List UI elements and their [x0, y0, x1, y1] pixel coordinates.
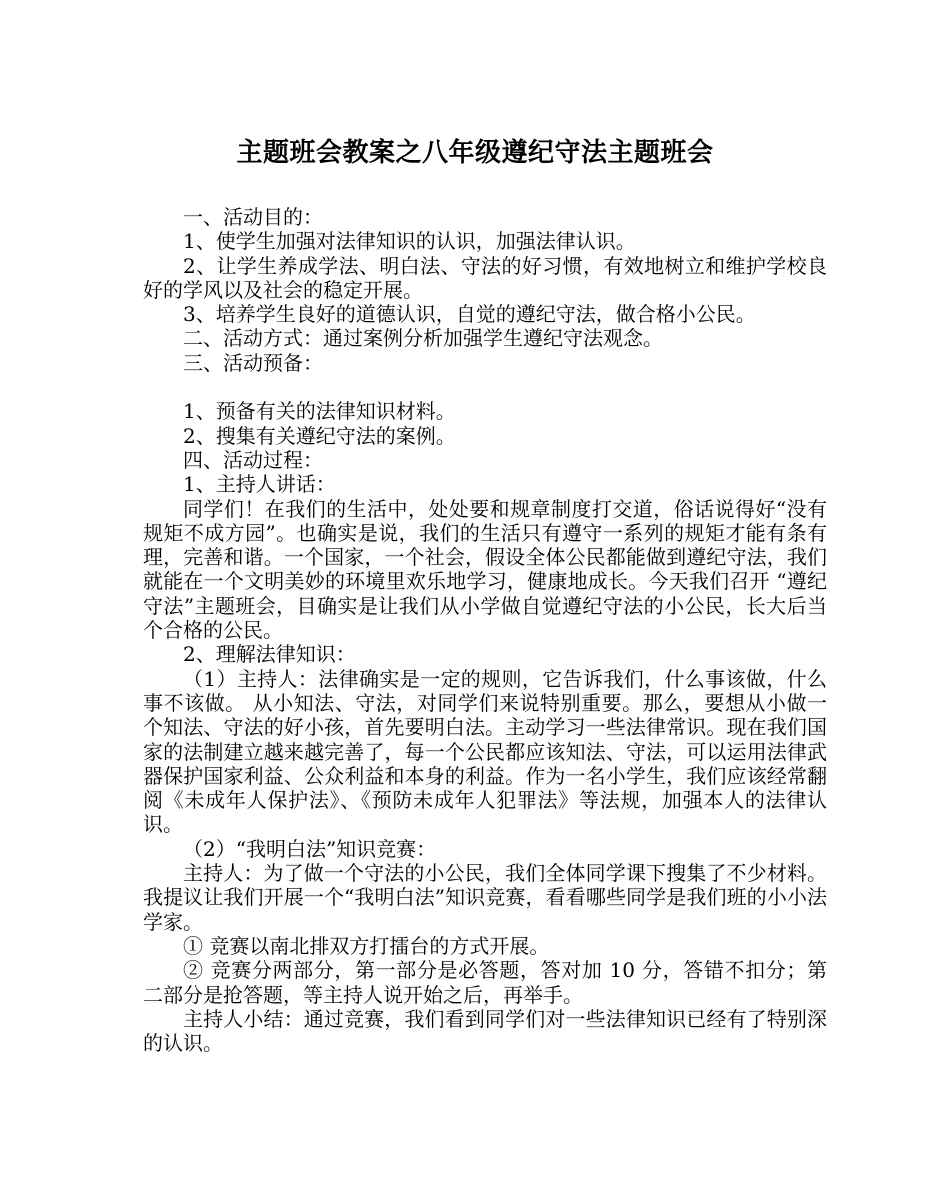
paragraph: 同学们！在我们的生活中，处处要和规章制度打交道，俗话说得好“没有规矩不成方园”。也确实是说，我们的生活只有遵守一系列的规矩才能有条有理，完善和谐。一个国家，一个社会，假设全体公民都能做到遵纪守法，我们就能在一个文明美妙的环境里欢乐地学习，健康地成长。今天我们召开 “遵纪守法”主题班会，目确实是让我们从小学做自觉遵纪守法的小公民，长大后当个合格的公民。	[143, 496, 827, 643]
paragraph: 2、让学生养成学法、明白法、守法的好习惯，有效地树立和维护学校良好的学风以及社会的稳定开展。	[143, 253, 827, 302]
section-heading-process: 四、活动过程：	[183, 447, 323, 472]
document-body	[143, 205, 827, 1055]
subheading-quiz: （2）“我明白法”知识竞赛：	[183, 836, 437, 861]
blank-line	[143, 375, 827, 399]
document-title: 主题班会教案之八年级遵纪守法主题班会	[236, 138, 714, 168]
section-heading-preparation: 三、活动预备：	[183, 350, 323, 375]
paragraph: 主持人：为了做一个守法的小公民，我们全体同学课下搜集了不少材料。 我提议让我们开展一个“我明白法”知识竞赛，看看哪些同学是我们班的小小法学家。	[143, 861, 827, 934]
subheading-host-speech: 1、主持人讲话：	[183, 472, 336, 497]
paragraph: 3、培养学生良好的道德认识，自觉的遵纪守法，做合格小公民。	[183, 302, 756, 327]
paragraph: 1、预备有关的法律知识材料。	[183, 399, 456, 424]
subheading-law-knowledge: 2、理解法律知识：	[183, 642, 356, 667]
paragraph: 1、使学生加强对法律知识的认识，加强法律认识。	[183, 229, 636, 254]
paragraph: 主持人小结：通过竞赛，我们看到同学们对一些法律知识已经有了特别深的认识。	[143, 1006, 827, 1056]
list-item: ② 竞赛分两部分，第一部分是必答题，答对加 10 分，答错不扣分；第二部分是抢答题，等主持人说开始之后，再举手。	[143, 958, 827, 1007]
section-heading-purpose: 一、活动目的：	[183, 205, 323, 229]
section-heading-method: 二、活动方式：通过案例分析加强学生遵纪守法观念。	[183, 326, 663, 351]
list-item: ① 竞赛以南北排双方打擂台的方式开展。	[183, 933, 550, 958]
paragraph: 2、搜集有关遵纪守法的案例。	[183, 423, 456, 448]
paragraph: （1）主持人：法律确实是一定的规则，它告诉我们，什么事该做，什么事不该做。 从小知法、守法，对同学们来说特别重要。那么，要想从小做一个知法、守法的好小孩，首先要明白法。主动学习一些法律常识。现在我们国家的法制建立越来越完善了，每一个公民都应该知法、守法，可以运用法律武器保护国家利益、公众利益和本身的利益。作为一名小学生，我们应该经常翻阅《未成年人保护法》、《预防未成年人犯罪法》等法规，加强本人的法律认识。	[143, 666, 827, 837]
